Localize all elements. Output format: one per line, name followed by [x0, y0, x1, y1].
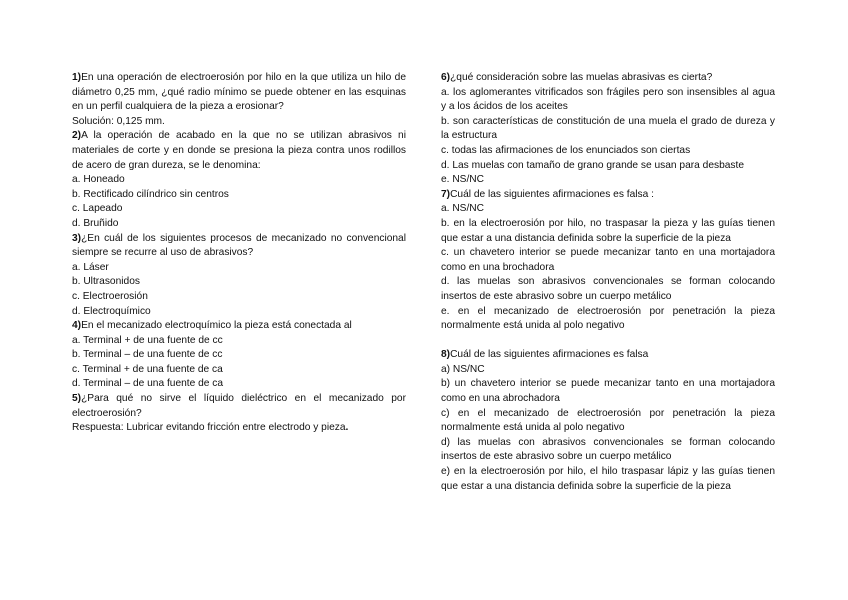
option: c. un chavetero interior se puede mecanizar tanto en una mortajadora como en una brochadora — [441, 247, 775, 273]
question-number: 3) — [72, 232, 82, 244]
option: c) en el mecanizado de electroerosión por penetración la pieza normalmente está unida al polo negativo — [441, 407, 775, 434]
question-text: ¿En cuál de los siguientes procesos de mecanizado no convencional siempre se recurre al uso de abrasivos? — [72, 232, 406, 259]
option: b. Rectificado cilíndrico sin centros — [72, 188, 229, 200]
option: b. Ultrasonidos — [72, 276, 140, 288]
question-text: ¿qué consideración sobre las muelas abrasivas es cierta? — [450, 72, 713, 83]
option: a) NS/NC — [441, 363, 485, 375]
option: a. Honeado — [72, 174, 125, 186]
option: b) un chavetero interior se puede mecanizar tanto en una mortajadora como en una abrochadora — [441, 378, 775, 405]
question-text: En una operación de electroerosión por hilo en la que utiliza un hilo de diámetro 0,25 mm, ¿qué radio mínimo se puede obtener en las esquinas en un perfil cualquiera de la pieza a erosionar? — [72, 72, 406, 113]
question-7 — [441, 188, 775, 203]
question-8 — [441, 348, 775, 363]
question-number: 7) — [441, 188, 451, 200]
option: d. Las muelas con tamaño de grano grande se usan para desbaste — [441, 159, 744, 171]
question-text: Cuál de las siguientes afirmaciones es falsa — [450, 349, 649, 361]
option: a. Láser — [72, 261, 109, 273]
option: c. Electroerosión — [72, 290, 148, 302]
question-4 — [72, 319, 406, 334]
answer-text — [72, 421, 406, 436]
solution-text: Solución: 0,125 mm. — [72, 115, 165, 127]
question-number: 1) — [72, 72, 82, 83]
option: a. NS/NC — [441, 203, 485, 215]
question-text: ¿Para qué no sirve el líquido dieléctrico en el mecanizado por electroerosión? — [72, 393, 406, 419]
option: b. Terminal – de una fuente de cc — [72, 349, 223, 361]
option: a. Terminal + de una fuente de cc — [72, 334, 223, 346]
question-5 — [72, 392, 406, 421]
option: e) en la electroerosión por hilo, el hilo traspasar lápiz y las guías tienen que estar a una distancia definida sobre la superficie de la pieza — [441, 466, 775, 492]
answer-body: Respuesta: Lubricar evitando fricción entre electrodo y pieza — [72, 422, 346, 434]
option: d. Bruñido — [72, 217, 119, 229]
question-text: Cuál de las siguientes afirmaciones es falsa : — [450, 188, 654, 200]
option: d) las muelas con abrasivos convencionales se forman colocando insertos de este abrasivo sobre un cuerpo metálico — [441, 436, 775, 463]
option: d. Terminal – de una fuente de ca — [72, 378, 224, 390]
blank-line — [441, 334, 775, 349]
option: e. NS/NC — [441, 174, 485, 186]
question-2 — [72, 129, 406, 173]
option: e. en el mecanizado de electroerosión por penetración la pieza normalmente está unida al polo negativo — [441, 305, 775, 332]
option: c. todas las afirmaciones de los enunciados son ciertas — [441, 144, 691, 156]
question-text: A la operación de acabado en la que no se utilizan abrasivos ni materiales de corte y en donde se presiona la pieza contra unos rodillos de acero de gran dureza, se le denomina: — [72, 130, 406, 171]
option: d. las muelas son abrasivos convencionales se forman colocando insertos de este abrasivo sobre un cuerpo metálico — [441, 276, 775, 302]
option: d. Electroquímico — [72, 305, 151, 317]
question-3 — [72, 232, 406, 261]
question-number: 6) — [441, 72, 451, 83]
question-number: 2) — [72, 130, 82, 142]
answer-end: . — [345, 422, 349, 434]
question-number: 8) — [441, 349, 451, 361]
option: b. son características de constitución de una muela el grado de dureza y la estructura — [441, 115, 775, 142]
option: c. Terminal + de una fuente de ca — [72, 363, 223, 375]
option: b. en la electroerosión por hilo, no traspasar la pieza y las guías tienen que estar a una distancia definida sobre la superficie de la pieza — [441, 217, 775, 244]
option: a. los aglomerantes vitrificados son frágiles pero son insensibles al agua y a los ácidos de los aceites — [441, 86, 775, 113]
option: c. Lapeado — [72, 203, 123, 215]
left-column — [72, 71, 406, 436]
question-1 — [72, 71, 406, 115]
question-text: En el mecanizado electroquímico la pieza está conectada al — [81, 320, 352, 332]
right-column — [441, 71, 775, 494]
question-number: 4) — [72, 320, 82, 332]
question-6 — [441, 71, 775, 86]
question-number: 5) — [72, 393, 82, 405]
